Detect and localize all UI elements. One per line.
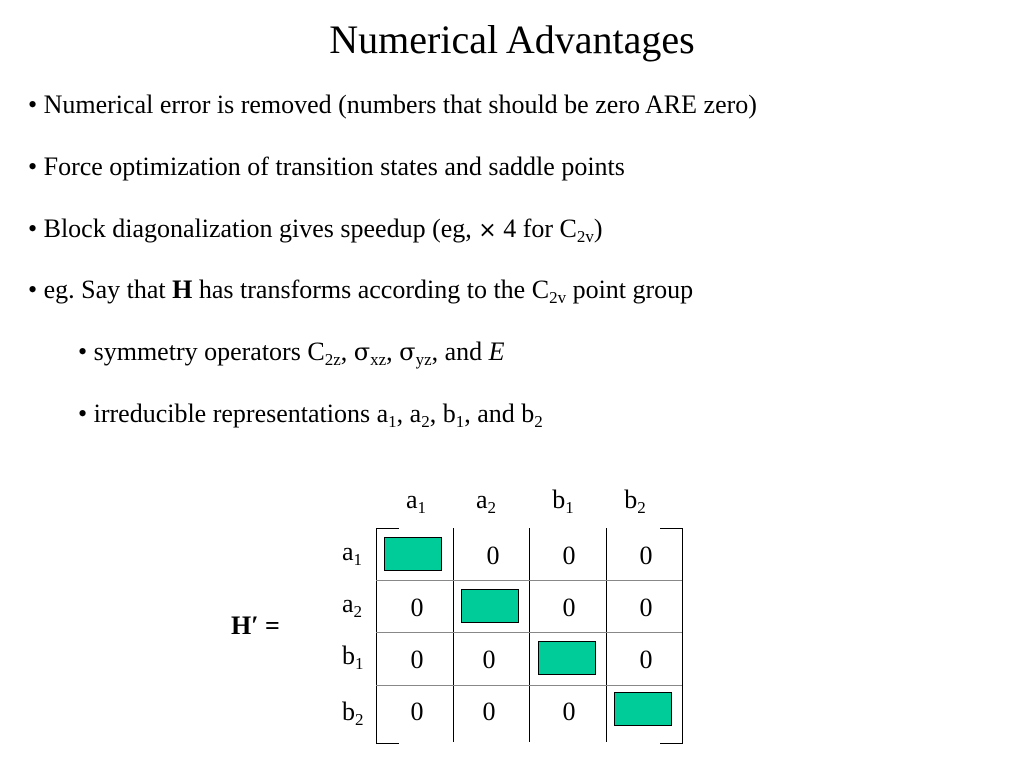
bullet-marker: • [78,399,88,428]
row-header-b2: $b_2$ [342,697,364,729]
row-header-a2: $a_2$ [342,589,363,621]
sub-bullet-irreps [78,397,543,431]
bullet-text: point group [566,275,694,304]
row-header-a1: $a_1$ [342,537,363,569]
matrix-zero: 0 [639,593,653,622]
matrix-zero: 0 [486,541,500,570]
bullet-text: 4 for C [496,214,577,243]
matrix-zero: 0 [562,593,576,622]
bullet-text: ) [593,214,603,243]
bullet-marker: • [28,90,38,119]
matrix-zero: 0 [562,697,576,726]
matrix-zero: 0 [482,645,496,674]
bullet-marker: • [78,337,88,366]
times-symbol: × [478,218,497,243]
bullet-marker: • [28,214,38,243]
matrix-zero: 0 [562,541,576,570]
matrix-zero: 0 [482,697,496,726]
column-header-b1: $b_1$ [552,485,574,517]
matrix-zero: 0 [410,645,424,674]
column-header-a1: $a_1$ [405,485,427,517]
column-header-b2: $b_2$ [624,485,646,517]
sub-bullet-symmetry-operators [78,335,505,369]
separator: , [340,337,354,366]
separator: , and [431,337,489,366]
bullet-text: Force optimization of transition states and saddle points [43,152,625,181]
subscript: xz [370,350,387,369]
column-header-a2: $a_2$ [475,485,497,517]
separator: , a [396,399,422,428]
sigma-symbol: σ [399,338,416,366]
matrix-zero: 0 [410,593,424,622]
bullet-text: has transforms according to the C [192,275,550,304]
diagonal-block-b2 [614,692,672,726]
slide-title: Numerical Advantages [329,17,695,62]
sigma-symbol: σ [353,338,371,366]
subscript: 2 [421,412,430,431]
subscript: 2v [576,227,594,246]
row-header-b1: $b_1$ [342,641,364,673]
bullet-block-diagonalization [28,212,603,248]
matrix-zero: 0 [639,541,653,570]
separator: , [386,337,400,366]
italic-e: E [488,337,505,366]
subscript: 1 [388,412,397,431]
separator: , and b [464,399,535,428]
subscript: 2z [324,350,341,369]
bullet-numerical-error [28,88,757,122]
bold-h: H [172,275,193,304]
bullet-text: Block diagonalization gives speedup (eg, [43,214,479,243]
bullet-marker: • [28,275,38,304]
separator: , b [429,399,456,428]
matrix-zero: 0 [410,697,424,726]
bullet-text: Numerical error is removed (numbers that should be zero ARE zero) [43,90,757,119]
subscript: 2 [534,412,543,431]
diagonal-block-b1 [538,641,596,675]
diagonal-block-a2 [461,589,519,623]
h-prime-label: H′ = [231,611,280,640]
bullet-marker: • [28,152,38,181]
subscript: 1 [455,412,465,431]
bullet-text: symmetry operators C [93,337,325,366]
diagonal-block-a1 [384,537,442,571]
bullet-h-transforms [28,273,693,307]
subscript: 2v [549,288,567,307]
bullet-force-optimization [28,150,625,184]
bullet-text: eg. Say that [43,275,173,304]
subscript: yz [415,350,432,369]
matrix-zero: 0 [639,645,653,674]
bullet-text: irreducible representations a [93,399,389,428]
